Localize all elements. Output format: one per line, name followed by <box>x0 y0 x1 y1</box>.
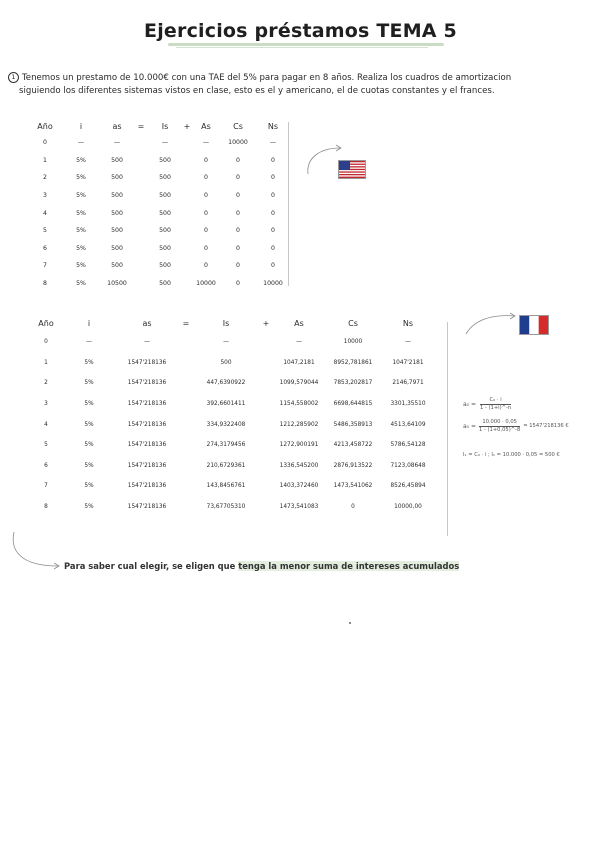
france-flag-icon <box>519 315 549 335</box>
table-cell: 5% <box>76 262 86 270</box>
table-cell: 8526,45894 <box>390 483 426 490</box>
table-cell <box>260 414 272 435</box>
table-cell: 5% <box>84 504 94 511</box>
table-cell: 5% <box>76 244 86 252</box>
table-cell: 392,6601411 <box>206 401 246 408</box>
table-cell: 500 <box>111 262 123 270</box>
column-header: Año <box>38 318 54 328</box>
formula-numerator: C₀ · i <box>480 397 511 405</box>
table-cell <box>134 275 148 293</box>
table-cell: 500 <box>111 156 123 164</box>
table-cell: 1547'218136 <box>127 380 167 387</box>
table-cell: 5 <box>43 227 47 235</box>
curved-arrow-icon <box>462 308 522 338</box>
table-row <box>28 456 436 477</box>
column-header: As <box>201 121 211 131</box>
table-cell: 1154,558002 <box>279 401 319 408</box>
column-header: i <box>87 318 91 328</box>
column-header: = <box>137 121 145 131</box>
table-cell <box>182 169 192 187</box>
formula-denominator: 1 - (1+i)^-n <box>480 405 512 411</box>
table-cell: 5 <box>44 442 48 449</box>
table-cell: — <box>202 139 210 147</box>
column-header: Año <box>37 121 53 131</box>
table-cell: 0 <box>236 209 240 217</box>
table-cell: 500 <box>220 359 232 366</box>
table-cell: — <box>161 139 169 147</box>
table-header-row <box>28 314 436 332</box>
table-cell <box>134 222 148 240</box>
table-cell: 0 <box>236 192 240 200</box>
table-cell <box>134 187 148 205</box>
table-cell: 447,6390922 <box>206 380 246 387</box>
conclusion-text: Para saber cual elegir, se eligen que <box>64 561 239 571</box>
table-cell: — <box>144 339 150 346</box>
table-cell: 500 <box>159 174 171 182</box>
table-cell: 1099,579044 <box>279 380 319 387</box>
table-cell: 5% <box>76 156 86 164</box>
table-cell <box>260 456 272 477</box>
table-cell <box>182 152 192 170</box>
table-cell: 8952,781861 <box>333 359 373 366</box>
table-cell: 1047,2181 <box>283 359 315 366</box>
usa-flag-icon <box>338 160 366 179</box>
table-row <box>28 497 436 518</box>
table-row <box>28 169 290 187</box>
table-cell: 0 <box>271 209 275 217</box>
table-cell: 5% <box>84 421 94 428</box>
table-cell: 3301,35510 <box>390 401 426 408</box>
table-cell: 500 <box>159 244 171 252</box>
formula-annuity-values <box>463 419 599 434</box>
table-cell: 73,67705310 <box>206 504 246 511</box>
table-cell: — <box>113 139 121 147</box>
table-cell: 6698,644815 <box>333 401 373 408</box>
table-cell <box>260 353 272 374</box>
table-cell: 1403,372460 <box>279 483 319 490</box>
column-header: Is <box>222 318 230 328</box>
table-cell <box>182 222 192 240</box>
table-cell: 6 <box>44 462 48 469</box>
formula-annuity <box>463 397 593 412</box>
table-row <box>28 435 436 456</box>
formula-label: a₀ = <box>463 401 477 408</box>
formula-denominator: 1 - (1+0,05)^-8 <box>479 427 521 433</box>
title-underline <box>168 43 444 46</box>
table-cell: — <box>269 139 277 147</box>
table-row <box>28 275 290 293</box>
table-header-row <box>28 118 290 134</box>
table-cell: 0 <box>271 262 275 270</box>
table-cell: 5% <box>76 192 86 200</box>
table-cell: 5786,54128 <box>390 442 426 449</box>
table-cell <box>134 152 148 170</box>
table-cell: 2 <box>44 380 48 387</box>
table-row <box>28 204 290 222</box>
table-row <box>28 134 290 152</box>
column-header: = <box>182 318 190 328</box>
table-cell: 1547'218136 <box>127 462 167 469</box>
table-cell: 500 <box>159 280 171 288</box>
table-cell: 1047'2181 <box>392 359 424 366</box>
column-header: Is <box>161 121 169 131</box>
table-cell: 5% <box>84 380 94 387</box>
table-cell: 0 <box>236 262 240 270</box>
table-divider <box>288 122 289 286</box>
table-cell: 500 <box>111 227 123 235</box>
table-cell: 5% <box>76 174 86 182</box>
table-cell: 0 <box>204 262 208 270</box>
table-cell: 1547'218136 <box>127 421 167 428</box>
table-cell: 0 <box>43 139 47 147</box>
table-cell: 500 <box>159 192 171 200</box>
table-cell: — <box>86 339 92 346</box>
table-cell <box>180 414 192 435</box>
table-cell: 210,6729361 <box>206 462 246 469</box>
table-cell: 0 <box>204 244 208 252</box>
table-cell <box>260 476 272 497</box>
table-cell: 0 <box>236 227 240 235</box>
table-cell <box>180 435 192 456</box>
table-cell: 0 <box>204 174 208 182</box>
table-cell: 7 <box>44 483 48 490</box>
title-underline-dashed <box>176 47 428 48</box>
table-cell: 0 <box>236 174 240 182</box>
column-header: Ns <box>402 318 414 328</box>
table-cell <box>180 332 192 353</box>
column-header: as <box>112 121 122 131</box>
french-amortization-table <box>28 314 436 517</box>
table-cell: — <box>223 339 229 346</box>
table-cell: 0 <box>351 504 355 511</box>
table-cell: 4513,64109 <box>390 421 426 428</box>
table-row <box>28 476 436 497</box>
table-cell: 5% <box>84 442 94 449</box>
table-cell: 0 <box>44 339 48 346</box>
column-header: Cs <box>348 318 358 328</box>
table-cell: 10000,00 <box>394 504 422 511</box>
table-cell: 334,9322408 <box>206 421 246 428</box>
table-cell: 1 <box>44 359 48 366</box>
table-cell <box>182 257 192 275</box>
table-row <box>28 394 436 415</box>
table-cell: 143,8456761 <box>206 483 246 490</box>
table-cell: 10000 <box>343 339 363 346</box>
table-cell: 7 <box>43 262 47 270</box>
table-cell: 0 <box>236 280 240 288</box>
table-cell <box>182 187 192 205</box>
formula-result: = 1547'218136 € <box>523 423 569 429</box>
table-cell: 1473,541083 <box>279 504 319 511</box>
conclusion-highlight: tenga la menor suma de intereses acumulados <box>238 561 460 571</box>
table-cell: — <box>77 139 85 147</box>
exercise-line-1: Tenemos un prestamo de 10.000€ con una TAE del 5% para pagar en 8 años. Realiza los cuadros de amortizacion <box>22 73 512 83</box>
stray-dot <box>349 622 351 624</box>
table-row <box>28 332 436 353</box>
formula-numerator: 10.000 · 0,05 <box>479 419 520 427</box>
table-cell: 5% <box>76 280 86 288</box>
table-cell: 500 <box>159 156 171 164</box>
table-cell: 5% <box>84 462 94 469</box>
table-cell <box>180 353 192 374</box>
table-cell: 0 <box>271 227 275 235</box>
table-row <box>28 353 436 374</box>
table-cell <box>180 456 192 477</box>
table-cell: 1547'218136 <box>127 504 167 511</box>
table-cell: 5% <box>76 209 86 217</box>
conclusion-note <box>64 561 459 571</box>
table-cell: 10000 <box>263 280 283 288</box>
table-cell <box>182 275 192 293</box>
table-cell: 0 <box>271 192 275 200</box>
exercise-line-2: siguiendo los diferentes sistemas vistos en clase, esto es el y americano, el de cuotas constantes y el frances. <box>19 85 495 96</box>
table-cell: 500 <box>111 192 123 200</box>
table-row <box>28 152 290 170</box>
table-cell: — <box>405 339 411 346</box>
table-cell: 4213,458722 <box>333 442 373 449</box>
column-header: + <box>262 318 270 328</box>
table-cell: 0 <box>204 156 208 164</box>
table-cell: 0 <box>204 192 208 200</box>
page-title: Ejercicios préstamos TEMA 5 <box>144 20 457 42</box>
table-cell: 0 <box>236 244 240 252</box>
table-cell: 5% <box>76 227 86 235</box>
table-row <box>28 222 290 240</box>
table-cell: 3 <box>43 192 47 200</box>
table-cell: 2146,7971 <box>392 380 424 387</box>
table-cell: 0 <box>236 156 240 164</box>
table-cell: 10000 <box>196 280 216 288</box>
table-cell <box>260 394 272 415</box>
table-cell: 500 <box>159 262 171 270</box>
table-cell: — <box>296 339 302 346</box>
table-cell: 2 <box>43 174 47 182</box>
american-amortization-table <box>28 118 290 292</box>
table-cell: 5% <box>84 359 94 366</box>
table-divider <box>447 322 448 536</box>
table-cell <box>180 394 192 415</box>
column-header: + <box>183 121 191 131</box>
table-cell: 500 <box>159 227 171 235</box>
table-cell <box>180 476 192 497</box>
table-row <box>28 414 436 435</box>
table-cell <box>260 497 272 518</box>
table-cell <box>260 435 272 456</box>
table-cell: 0 <box>204 209 208 217</box>
table-row <box>28 240 290 258</box>
table-cell: 500 <box>111 174 123 182</box>
table-cell <box>134 134 148 152</box>
table-cell: 500 <box>111 244 123 252</box>
table-cell: 0 <box>204 227 208 235</box>
table-cell <box>134 204 148 222</box>
table-cell: 3 <box>44 401 48 408</box>
table-cell: 1 <box>43 156 47 164</box>
table-cell: 7853,202817 <box>333 380 373 387</box>
exercise-statement <box>8 72 593 97</box>
table-cell: 6 <box>43 244 47 252</box>
table-cell: 1547'218136 <box>127 359 167 366</box>
table-cell <box>182 240 192 258</box>
column-header: as <box>142 318 152 328</box>
table-cell: 1547'218136 <box>127 442 167 449</box>
table-row <box>28 257 290 275</box>
table-cell: 8 <box>43 280 47 288</box>
table-cell: 5% <box>84 401 94 408</box>
table-cell <box>180 497 192 518</box>
table-cell <box>182 134 192 152</box>
table-cell: 4 <box>43 209 47 217</box>
column-header: Cs <box>233 121 243 131</box>
table-cell: 1547'218136 <box>127 483 167 490</box>
table-cell: 0 <box>271 244 275 252</box>
table-cell <box>134 169 148 187</box>
table-row <box>28 187 290 205</box>
table-cell: 8 <box>44 504 48 511</box>
table-cell: 274,3179456 <box>206 442 246 449</box>
table-cell <box>134 240 148 258</box>
table-cell <box>134 257 148 275</box>
table-cell: 10000 <box>228 139 248 147</box>
table-cell: 1272,900191 <box>279 442 319 449</box>
table-cell: 7123,08648 <box>390 462 426 469</box>
table-cell: 1336,545200 <box>279 462 319 469</box>
table-row <box>28 373 436 394</box>
table-cell: 500 <box>159 209 171 217</box>
table-cell: 1212,285902 <box>279 421 319 428</box>
table-cell: 1473,541062 <box>333 483 373 490</box>
formula-interest: I₁ = C₀ · i ; I₁ = 10.000 · 0,05 = 500 € <box>463 452 560 458</box>
table-cell: 10500 <box>107 280 127 288</box>
table-cell: 2876,913522 <box>333 462 373 469</box>
table-cell: 5486,358913 <box>333 421 373 428</box>
table-cell <box>260 332 272 353</box>
table-cell: 4 <box>44 421 48 428</box>
curved-arrow-icon <box>8 530 64 572</box>
exercise-number: 1 <box>8 72 19 83</box>
table-cell <box>182 204 192 222</box>
column-header: i <box>79 121 83 131</box>
table-cell <box>180 373 192 394</box>
table-cell: 1547'218136 <box>127 401 167 408</box>
table-cell: 0 <box>271 174 275 182</box>
table-cell: 5% <box>84 483 94 490</box>
table-cell: 500 <box>111 209 123 217</box>
formula-label: a₀ = <box>463 423 477 430</box>
table-cell: 0 <box>271 156 275 164</box>
table-cell <box>260 373 272 394</box>
column-header: Ns <box>267 121 279 131</box>
column-header: As <box>294 318 304 328</box>
